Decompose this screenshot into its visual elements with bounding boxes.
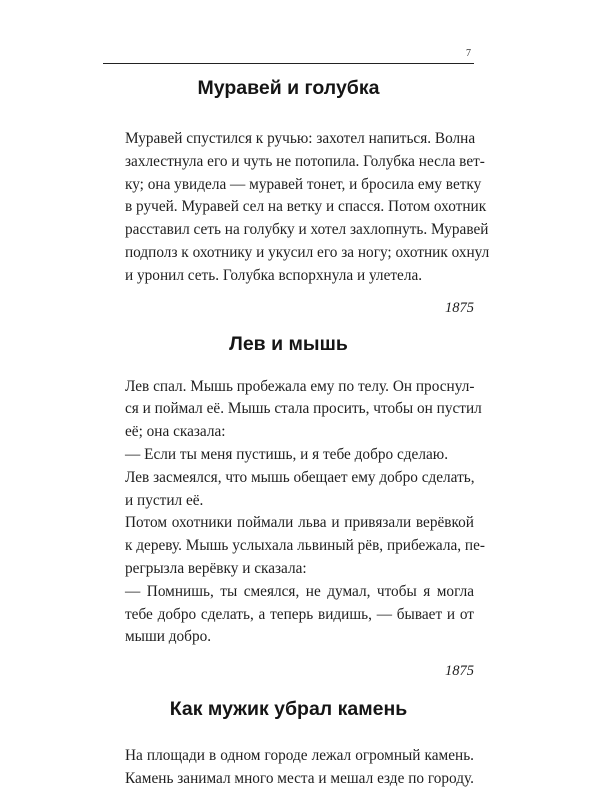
text-line: ся и поймал её. Мышь стала просить, чтобы он пустил [125,400,482,418]
header-rule [103,63,474,64]
text-line: Лев засмеялся, что мышь обещает ему добро сделать, [125,468,475,486]
text-line: тебе добро сделать, а теперь видишь, — бывает и от [125,605,474,623]
text-line: захлестнула его и чуть не потопила. Голубка несла вет- [125,152,485,170]
text-line: Потом охотники поймали льва и привязали верёвкой [125,514,474,532]
story-paragraph [103,512,485,580]
story-title: Муравей и голубка [197,77,380,99]
story-date: 1875 [445,663,474,680]
text-line: ку; она увидела — муравей тонет, и бросила ему ветку [125,175,482,193]
text-line: мыши добро. [125,628,212,646]
text-line: Муравей спустился к ручью: захотел напиться. Волна [125,130,476,147]
text-line: к дереву. Мышь услыхала львиный рёв, прибежала, пе- [125,537,485,555]
text-line: — Если ты меня пустишь, и я тебе добро сделаю. [125,445,449,463]
story-paragraph [103,745,474,791]
text-line: расставил сеть на голубку и хотел захлопнуть. Муравей [125,221,489,239]
page-content [103,72,490,791]
text-line: в ручей. Муравей сел на ветку и спасся. Потом охотник [125,198,487,216]
story-body [103,376,485,650]
story-paragraph [103,467,474,513]
story-title: Лев и мышь [229,332,348,355]
text-line: и уронил сеть. Голубка вспорхнула и улетела. [125,266,423,284]
story-paragraph [103,128,490,288]
story-paragraph [103,376,482,444]
text-line: Лев спал. Мышь пробежала ему по телу. Он проснул- [125,377,475,395]
story-title: Как мужик убрал камень [169,698,408,721]
text-line: и пустил её. [125,491,204,509]
text-line: регрызла верёвку и сказала: [125,559,307,577]
story-paragraph [103,444,474,467]
text-line: — Помнишь, ты смеялся, не думал, чтобы я могла [125,582,474,600]
story-paragraph [103,581,474,649]
text-line: Камень занимал много места и мешал езде по городу. [125,769,474,787]
story-date: 1875 [445,299,474,316]
page-number: 7 [466,48,471,59]
text-line: её; она сказала: [125,423,226,441]
text-line: подполз к охотнику и укусил его за ногу; охотник охнул [125,243,490,261]
text-line: На площади в одном городе лежал огромный камень. [125,747,474,765]
